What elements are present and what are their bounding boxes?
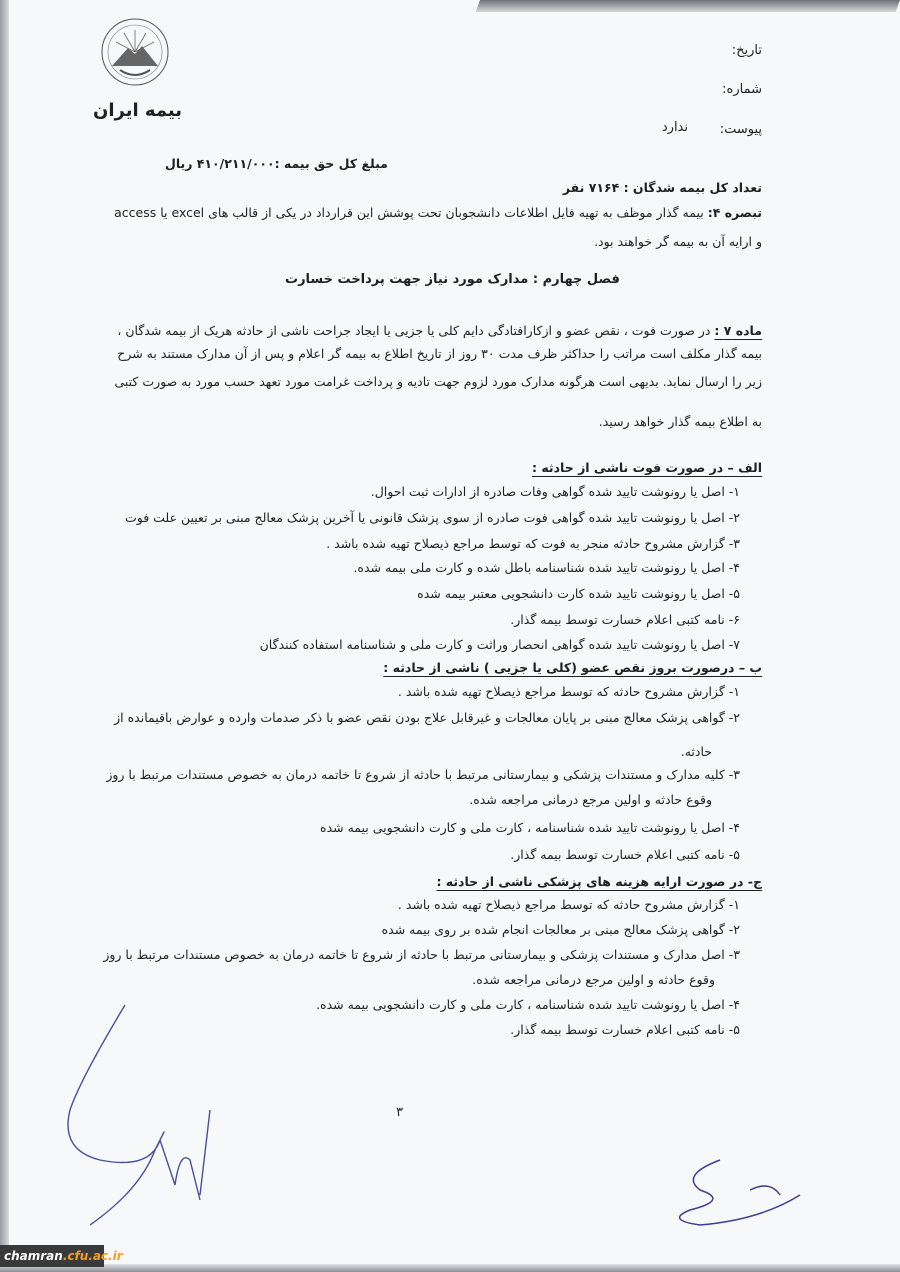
list-item-continued: وقوع حادثه و اولین مرجع درمانی مراجعه شده. — [469, 792, 712, 807]
list-item: ۱- اصل یا رونوشت تایید شده گواهی وفات صادره از ادارات ثبت احوال. — [370, 484, 740, 499]
watermark — [0, 1245, 123, 1267]
list-item: ۱- گزارش مشروح حادثه که توسط مراجع ذیصلاح تهیه شده باشد . — [397, 684, 740, 699]
list-item: ۲- گواهی پزشک معالج مبنی بر پایان معالجات و غیرقابل علاج بودن نقص عضو با ذکر صدمات وارده و عوارض باقیمانده از — [114, 710, 740, 725]
list-item: ۷- اصل یا رونوشت تایید شده گواهی انحصار وراثت و کارت ملی و شناسنامه استفاده کنندگان — [259, 637, 740, 652]
list-item: ۵- نامه کتبی اعلام خسارت توسط بیمه گذار. — [510, 847, 740, 862]
note-4-title: تبصره ۴: — [707, 205, 762, 220]
list-item: ۴- اصل یا رونوشت تایید شده شناسنامه ، کارت ملی و کارت دانشجویی بیمه شده. — [316, 997, 740, 1012]
list-item-continued: حادثه. — [680, 744, 712, 759]
note-4 — [114, 204, 762, 222]
list-item: ۵- نامه کتبی اعلام خسارت توسط بیمه گذار. — [510, 1022, 740, 1037]
attachment-label: پیوست: — [719, 122, 762, 137]
note-4-continued: و ارایه آن به بیمه گر خواهند بود. — [594, 234, 762, 249]
list-item: ۳- اصل مدارک و مستندات پزشکی و بیمارستانی مرتبط با حادثه از شروع تا خاتمه درمان به خصوص مستندات مرتبط با روز — [103, 947, 740, 962]
article-7-line: به اطلاع بیمه گذار خواهد رسید. — [598, 414, 762, 429]
scan-edge-left — [0, 0, 9, 1272]
insured-count: تعداد کل بیمه شدگان : ۷۱۶۴ نفر — [562, 180, 762, 195]
date-label: تاریخ: — [731, 43, 762, 58]
section-heading-jim: ج- در صورت ارایه هزینه های پزشکی ناشی از حادثه : — [436, 874, 762, 889]
list-item: ۶- نامه کتبی اعلام خسارت توسط بیمه گذار. — [510, 612, 740, 627]
section-heading-be: ب – درصورت بروز نقص عضو (کلی یا جزیی ) ناشی از حادثه : — [383, 660, 762, 675]
list-item-continued: وقوع حادثه و اولین مرجع درمانی مراجعه شده. — [472, 972, 715, 987]
chapter-title: فصل چهارم : مدارک مورد نیاز جهت پرداخت خسارت — [285, 272, 620, 287]
signature-right — [660, 1150, 810, 1240]
article-7-line — [117, 322, 762, 340]
list-item: ۴- اصل یا رونوشت تایید شده شناسنامه ، کارت ملی و کارت دانشجویی بیمه شده — [320, 820, 740, 835]
watermark-text: chamran — [4, 1249, 63, 1263]
list-item: ۲- اصل یا رونوشت تایید شده گواهی فوت صادره از سوی پزشک قانونی یا آخرین پزشک معالج مبنی بر تعیین علت فوت — [124, 510, 740, 525]
article-7-line: بیمه گذار مکلف است مراتب را حداکثر ظرف مدت ۳۰ روز از تاریخ اطلاع به بیمه گر اعلام و پس از آن مدارک مستند به شرح — [117, 346, 762, 361]
attachment-value: ندارد — [661, 120, 688, 135]
list-item: ۱- گزارش مشروح حادثه که توسط مراجع ذیصلاح تهیه شده باشد . — [397, 897, 740, 912]
brand-name: بیمه ایران — [93, 100, 183, 121]
premium-total: مبلغ کل حق بیمه :۴۱۰/۲۱۱/۰۰۰ ریال — [165, 156, 388, 171]
article-7-line: زیر را ارسال نماید. بدیهی است هرگونه مدارک مورد لزوم جهت تادیه و پرداخت غرامت مورد تعهد حسب مورد به صورت کتبی — [114, 374, 762, 389]
article-7-text: در صورت فوت ، نقص عضو و ازکارافتادگی دایم کلی یا جزیی یا ایجاد جراحت ناشی از حادثه هریک از بیمه شدگان ، — [117, 323, 711, 338]
list-item: ۴- اصل یا رونوشت تایید شده شناسنامه باطل شده و کارت ملی بیمه شده. — [353, 560, 740, 575]
section-heading-alef: الف – در صورت فوت ناشی از حادثه : — [532, 460, 762, 475]
bime-iran-logo — [100, 10, 170, 94]
signature-left — [60, 1000, 230, 1230]
list-item: ۳- کلیه مدارک و مستندات پزشکی و بیمارستانی مرتبط با حادثه از شروع تا خاتمه درمان به خصوص مستندات مرتبط با روز — [106, 767, 740, 782]
article-7-title: ماده ۷ : — [714, 323, 762, 338]
list-item: ۵- اصل یا رونوشت تایید شده کارت دانشجویی معتبر بیمه شده — [417, 586, 740, 601]
number-label: شماره: — [722, 82, 762, 97]
page-number: ۳ — [396, 1105, 403, 1120]
note-4-text: بیمه گذار موظف به تهیه فایل اطلاعات دانشجوبان تحت پوشش این قرارداد در یکی از قالب های excel یا access — [114, 205, 704, 220]
list-item: ۲- گواهی پزشک معالج مبنی بر معالجات انجام شده بر روی بیمه شده — [381, 922, 740, 937]
list-item: ۳- گزارش مشروح حادثه منجر به فوت که توسط مراجع ذیصلاح تهیه شده باشد . — [326, 536, 740, 551]
scan-edge-top — [476, 0, 900, 12]
watermark-domain: .cfu.ac.ir — [62, 1249, 123, 1263]
scan-edge-bottom — [0, 1264, 900, 1272]
